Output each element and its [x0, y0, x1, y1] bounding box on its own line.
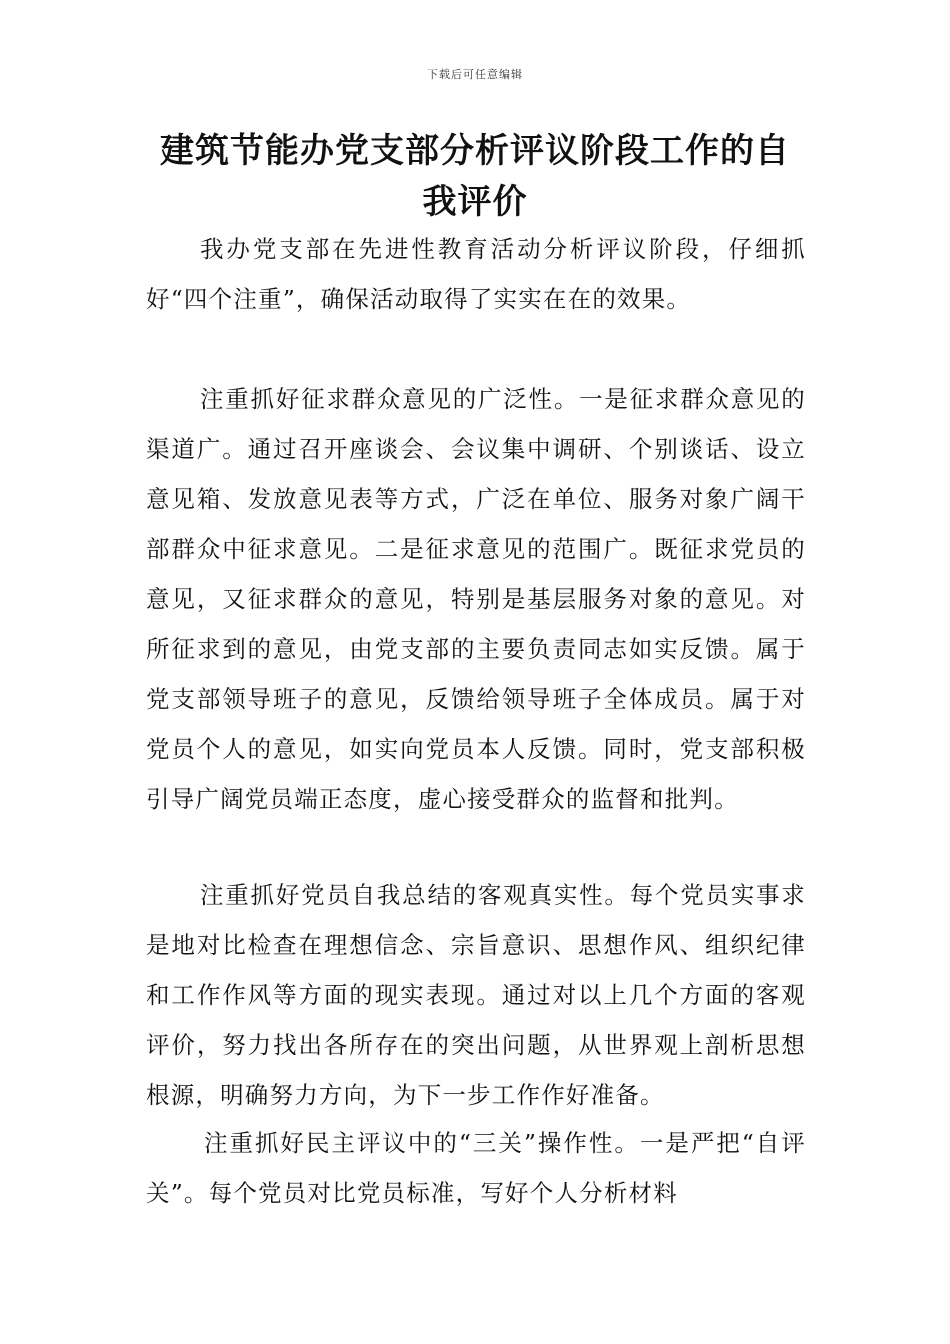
- document-title: 建筑节能办党支部分析评议阶段工作的自我评价: [160, 131, 790, 222]
- paragraph-self-summary: 注重抓好党员自我总结的客观真实性。每个党员实事求是地对比检查在理想信念、宗旨意识、思想作风、组织纪律和工作作风等方面的现实表现。通过对以上几个方面的客观评价，努力找出各所存在的突出问题，从世界观上剖析思想根源，明确努力方向，为下一步工作作好准备。: [146, 881, 806, 1109]
- paragraph-intro: 我办党支部在先进性教育活动分析评议阶段，仔细抓好“四个注重”，确保活动取得了实实在在的效果。: [146, 235, 806, 313]
- header-note: 下载后可任意编辑: [427, 68, 523, 81]
- paragraph-democratic-review: 注重抓好民主评议中的“三关”操作性。一是严把“自评关”。每个党员对比党员标准，写好个人分析材料: [146, 1129, 806, 1207]
- paragraph-opinion-collection: 注重抓好征求群众意见的广泛性。一是征求群众意见的渠道广。通过召开座谈会、会议集中调研、个别谈话、设立意见箱、发放意见表等方式，广泛在单位、服务对象广阔干部群众中征求意见。二是征求意见的范围广。既征求党员的意见，又征求群众的意见，特别是基层服务对象的意见。对所征求到的意见，由党支部的主要负责同志如实反馈。属于党支部领导班子的意见，反馈给领导班子全体成员。属于对党员个人的意见，如实向党员本人反馈。同时，党支部积极引导广阔党员端正态度，虚心接受群众的监督和批判。: [146, 385, 806, 813]
